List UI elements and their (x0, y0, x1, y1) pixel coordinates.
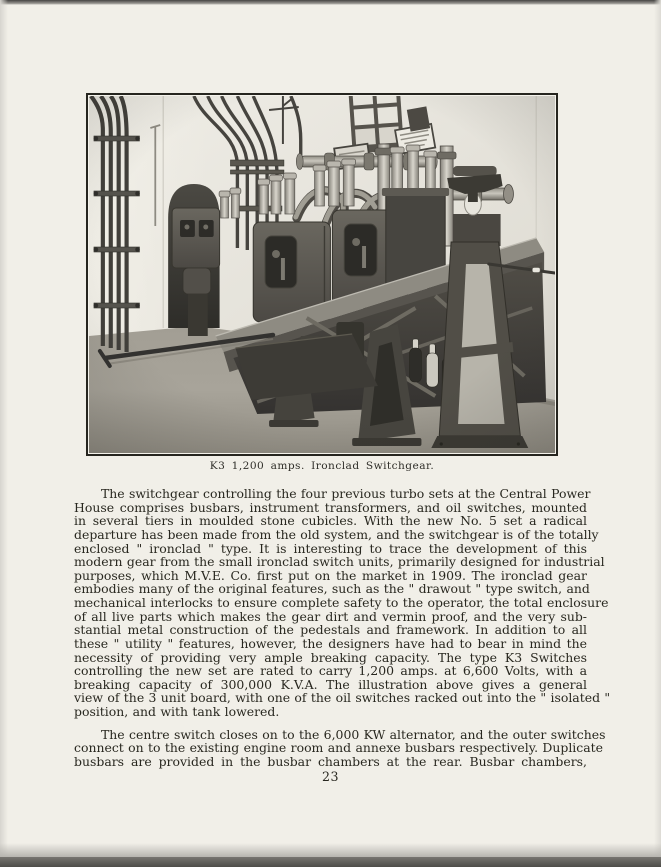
body-line: necessity of providing very ample breaking capacity. The type K3 Switches (74, 649, 587, 665)
scan-edge-bottom (0, 857, 661, 867)
scan-edge-top (0, 0, 661, 5)
body-line: position, and with tank lowered. (74, 704, 280, 719)
scan-edge-bottom-band (0, 843, 661, 857)
switchgear-photograph (89, 96, 555, 453)
body-line: these " utility " features, however, the designers have had to bear in mind the (74, 635, 587, 651)
body-line: connect on to the existing engine room and annexe busbars respectively. Duplicate (74, 740, 604, 756)
body-line: view of the 3 unit board, with one of the oil switches racked out into the " isolated " (74, 690, 611, 706)
body-line: of all live parts which makes the gear dirt and vermin proof, and the very sub- (74, 608, 587, 624)
photo-frame (86, 93, 558, 456)
body-line: in several tiers in moulded stone cubicles. With the new No. 5 set a radical (74, 513, 587, 529)
body-line: mechanical interlocks to ensure complete safety to the operator, the total enclosure (74, 595, 609, 610)
page-number: 23 (321, 769, 340, 784)
paragraph-2 (74, 726, 606, 769)
scan-edge-left (0, 0, 8, 867)
figure-caption: K3 1,200 amps. Ironclad Switchgear. (209, 460, 435, 472)
body-line: embodies many of the original features, such as the " drawout " type switch, and (74, 581, 590, 597)
body-line: departure has been made from the old system, and the switchgear is of the totally (74, 526, 599, 542)
body-line: controlling the new set are rated to carry 1,200 amps. at 6,600 Volts, with a (74, 663, 587, 679)
photo-vignette (89, 96, 555, 453)
body-line: The switchgear controlling the four previous turbo sets at the Central Power (101, 486, 591, 501)
body-text (74, 486, 611, 769)
body-line: House comprises busbars, instrument transformers, and oil switches, mounted (74, 499, 587, 515)
photo-inner-mat (88, 95, 556, 454)
body-line: purposes, which M.V.E. Co. first put on the market in 1909. The ironclad gear (74, 567, 587, 583)
body-line: enclosed " ironclad " type. It is interesting to trace the development of this (74, 540, 587, 556)
scan-edge-right (654, 0, 661, 867)
body-line: modern gear from the small ironclad switch units, primarily designed for industrial (74, 554, 605, 570)
paragraph-1 (74, 486, 611, 719)
body-line: The centre switch closes on to the 6,000 KW alternator, and the outer switches (101, 726, 606, 742)
body-line: busbars are provided in the busbar chambers at the rear. Busbar chambers, (74, 753, 587, 769)
body-line: stantial metal construction of the pedestals and framework. In addition to all (74, 622, 587, 638)
body-line: breaking capacity of 300,000 K.V.A. The illustration above gives a general (74, 676, 587, 692)
